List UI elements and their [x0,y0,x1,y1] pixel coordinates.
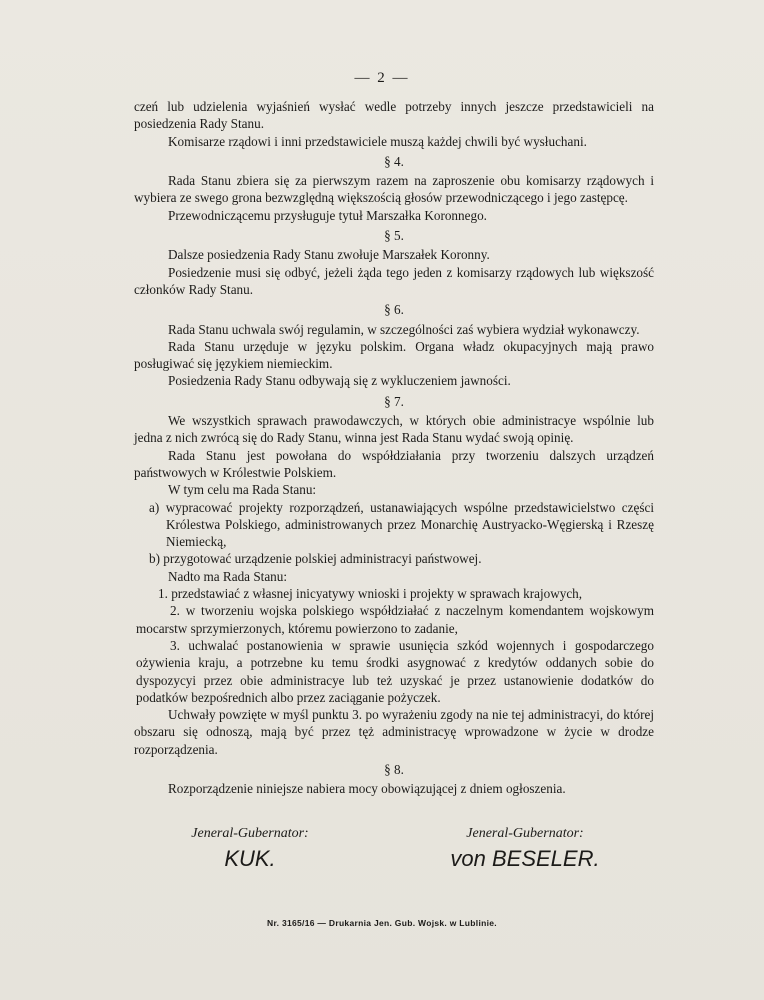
paragraph: Rada Stanu urzęduje w języku polskim. Organa władz okupacyjnych mają prawo posługiwać się językiem niemieckim. [134,338,654,372]
paragraph: Posiedzenie musi się odbyć, jeżeli żąda tego jeden z komisarzy rządowych lub większość członków Rady Stanu. [134,264,654,297]
document-body [134,98,654,798]
paragraph: czeń lub udzielenia wyjaśnień wysłać wedle potrzeby innych jeszcze przedstawicieli na posiedzenia Rady Stanu. [134,99,654,132]
signature-block [150,826,630,886]
paragraph: a) wypracować projekty rozporządzeń, ustanawiających wspólne przedstawicielstwo części Królestwa Polskiego, administrowanych przez Monarchię Austryacko-Węgierską i Rzeszę Niemiecką, [149,499,654,550]
paragraph: b) przygotować urządzenie polskiej administracyi państwowej. [149,551,482,567]
paragraph: Uchwały powzięte w myśl punktu 3. po wyrażeniu zgody na nie tej administracyi, do której obszaru się odnoszą, mają być przez tęż administracyę wprowadzone w życie w drodze rozporządzenia. [134,707,654,757]
signature-title: Jeneral-Gubernator: [191,826,309,841]
paragraph: We wszystkich sprawach prawodawczych, w których obie administracye wspólnie lub jedna z nich zwrócą się do Rady Stanu, winna jest Rada Stanu wydać swoją opinię. [134,413,654,446]
paragraph: Rozporządzenie niniejsze nabiera mocy obowiązującej z dniem ogłoszenia. [168,781,566,797]
section-heading: § 6. [384,302,404,318]
paragraph: 2. w tworzeniu wojska polskiego współdziałać z naczelnym komendantem wojskowym mocarstw sprzymierzonych, któremu powierzono to zadanie, [136,603,654,636]
paragraph: Posiedzenia Rady Stanu odbywają się z wykluczeniem jawności. [168,373,511,389]
paragraph: Przewodniczącemu przysługuje tytuł Marszałka Koronnego. [168,207,487,223]
paragraph: Rada Stanu zbiera się za pierwszym razem na zaproszenie obu komisarzy rządowych i wybiera ze swego grona bezwzględną większością głosów przewodniczącego i jego zastępcę. [134,173,654,206]
paragraph: 3. uchwalać postanowienia w sprawie usunięcia szkód wojennych i gospodarczego ożywienia kraju, a potrzebne ku temu środki asygnować z kredytów oddanych sobie do dyspozycyi przez obie administracye lub też uzyskać je przez ustanowienie dodatków do podatków bezpośrednich albo przez zaciąganie pożyczek. [136,637,654,705]
paragraph: Komisarze rządowi i inni przedstawiciele muszą każdej chwili być wysłuchani. [168,133,587,149]
paragraph: Dalsze posiedzenia Rady Stanu zwołuje Marszałek Koronny. [168,247,490,263]
printer-footer: Nr. 3165/16 — Drukarnia Jen. Gub. Wojsk. w Lublinie. [267,918,497,928]
signature-right [420,826,630,872]
section-heading: § 8. [384,761,404,777]
signature-left [150,826,350,872]
section-heading: § 5. [384,228,404,244]
paragraph: Nadto ma Rada Stanu: [168,568,288,584]
signature-title: Jeneral-Gubernator: [466,826,584,841]
section-heading: § 4. [384,153,404,169]
paragraph: Rada Stanu uchwala swój regulamin, w szczególności zaś wybiera wydział wykonawczy. [168,321,640,337]
section-heading: § 7. [384,393,404,409]
signature-name: KUK. [224,846,276,871]
paragraph: W tym celu ma Rada Stanu: [168,482,317,498]
page-number: — 2 — [354,70,410,86]
signature-name: von BESELER. [450,846,600,871]
paragraph: Rada Stanu jest powołana do współdziałania przy tworzeniu dalszych urządzeń państwowych w Królestwie Polskiem. [134,447,654,480]
paragraph: 1. przedstawiać z własnej inicyatywy wnioski i projekty w sprawach krajowych, [158,586,583,602]
